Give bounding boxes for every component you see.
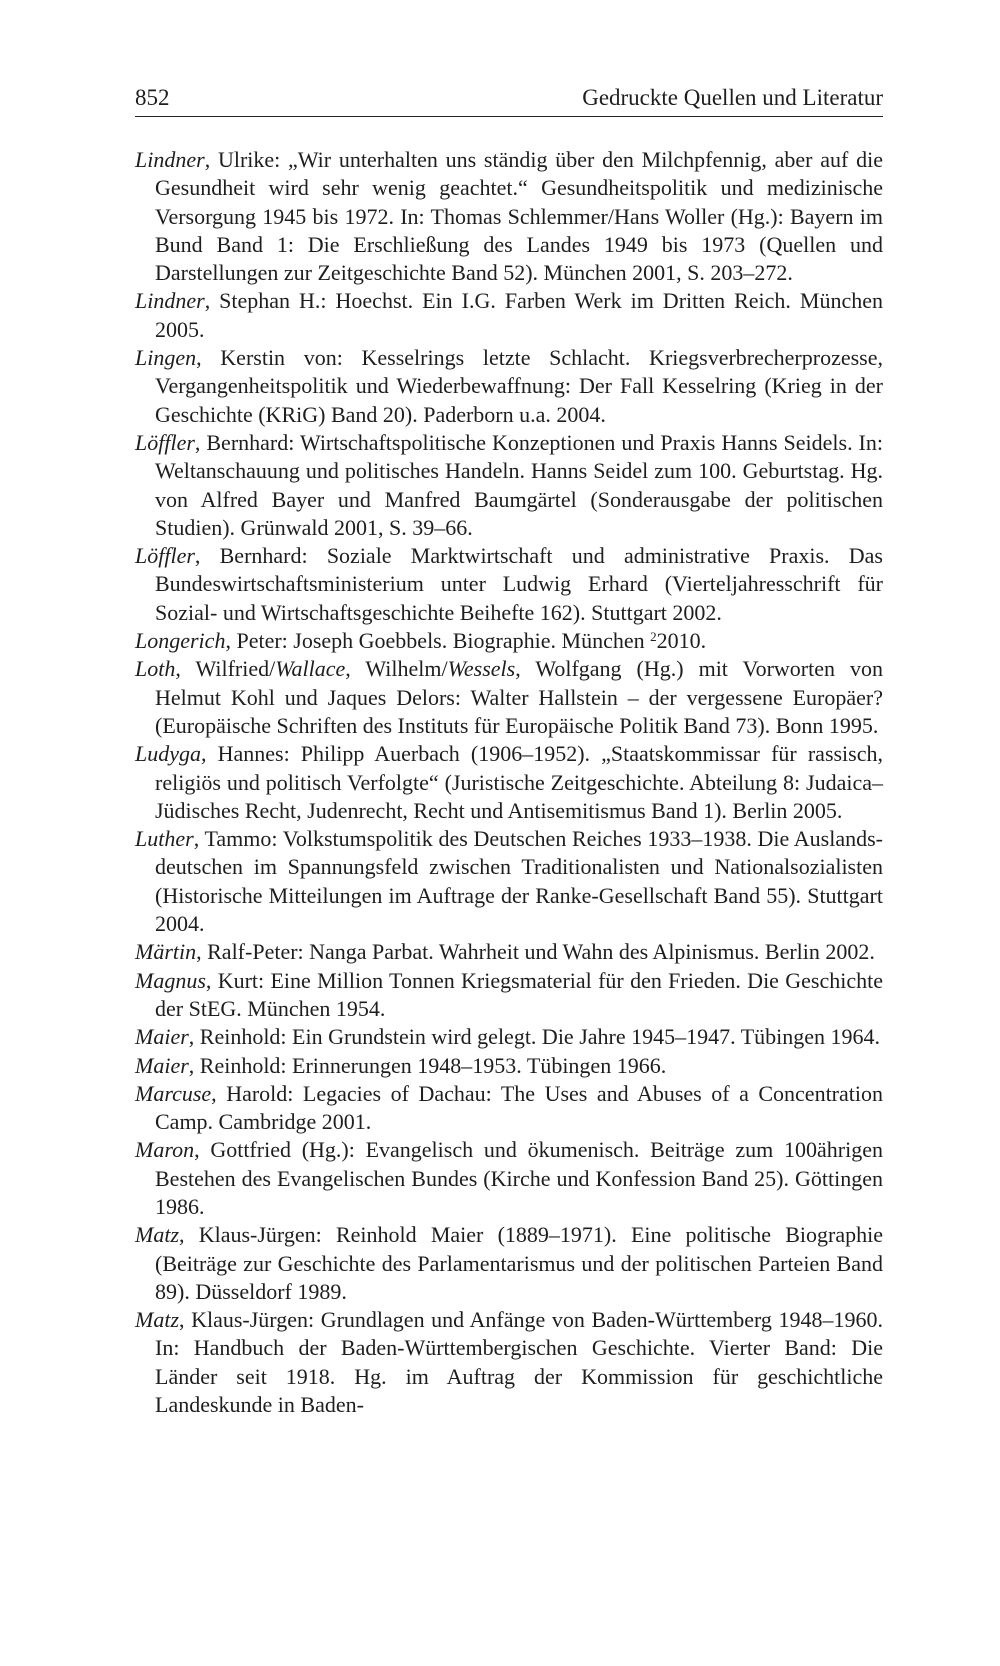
bibliography-entry — [135, 344, 883, 429]
bibliography-entry — [135, 1136, 883, 1221]
entry-author: Lingen — [135, 345, 197, 371]
bibliography-entry — [135, 938, 883, 966]
entry-author: Lindner — [135, 147, 205, 172]
entry-author: Marcuse — [135, 1080, 212, 1106]
entry-text: , Ralf-Peter: Nanga Parbat. Wahrheit und Wahn des Alpinismus. Berlin 2002. — [196, 939, 875, 965]
header-rule — [135, 116, 883, 117]
bibliography-entry — [135, 1052, 883, 1080]
entry-text: , Wilfried/ — [175, 656, 276, 682]
entry-text-2: , Wilhelm/ — [345, 656, 448, 682]
bibliography-entry — [135, 429, 883, 542]
entry-text: , Ulrike: „Wir unterhalten uns ständig über den Milchpfennig, aber auf die Gesundheit wird sehr wenig geachtet.“ Gesundheitspolitik und medizinische Versorgung 1945 bis 1972. In: Thomas Schlemmer/Hans Woller (Hg.): Bayern im Bund Band 1: Die Erschließung des Landes 1949 bis 1973 (Quellen und Darstellungen zur Zeitgeschichte Band 52). München 2001, S. 203–272. — [155, 147, 883, 286]
bibliography-entry — [135, 1221, 883, 1306]
edition-superscript: 2 — [650, 629, 657, 645]
entry-text: , Kurt: Eine Million Tonnen Kriegsmaterial für den Frieden. Die Geschichte der StEG. München 1954. — [155, 967, 883, 1021]
bibliography-entry — [135, 1080, 883, 1137]
entry-text: , Bernhard: Wirtschaftspolitische Konzeptionen und Praxis Hanns Seidels. In: Weltanschauung und politisches Handeln. Hanns Seidel zum 100. Geburtstag. Hg. von Alfred Bayer und Manfred Baumgärtel (Sonderausgabe der politischen Studien). Grünwald 2001, S. 39–66. — [155, 429, 883, 540]
entry-author: Lindner — [135, 288, 205, 314]
page-number: 852 — [135, 85, 170, 110]
bibliography-entry — [135, 542, 883, 627]
entry-author: Matz — [135, 1307, 179, 1333]
page-header — [135, 82, 883, 114]
entry-text: , Reinhold: Erinnerungen 1948–1953. Tübingen 1966. — [188, 1052, 667, 1078]
entry-author: Loth — [135, 656, 176, 682]
entry-text: , Harold: Legacies of Dachau: The Uses and Abuses of a Concentration Camp. Cambridge 2001. — [155, 1080, 883, 1135]
entry-author: Maier — [135, 1052, 189, 1078]
bibliography-entry — [135, 146, 883, 287]
entry-author: Magnus — [135, 967, 206, 993]
entry-author: Matz — [135, 1222, 179, 1248]
entry-text-3: , Wolfgang (Hg.) mit Vorworten von Helmut Kohl und Jaques Delors: Walter Hallstein – der vergessene Europäer? (Europäische Schriften des Instituts für Europäische Politik Band 73). Bonn 1995. — [155, 656, 883, 738]
entry-text: , Bernhard: Soziale Marktwirtschaft und administrative Praxis. Das Bundeswirtschaftsministerium unter Ludwig Erhard (Vierteljahresschrift für Sozial- und Wirtschaftsgeschichte Beihefte 162). Stuttgart 2002. — [155, 543, 883, 625]
entry-author: Ludyga — [135, 741, 201, 767]
entry-text: , Kerstin von: Kesselrings letzte Schlacht. Kriegsverbrecherprozesse, Vergangenheitspolitik und Wiederbewaffnung: Der Fall Kesselring (Krieg in der Geschichte (KRiG) Band 20). Paderborn u.a. 2004. — [155, 345, 883, 427]
entry-author: Maron — [135, 1137, 195, 1163]
bibliography-entry — [135, 967, 883, 1024]
entry-text: , Tammo: Volkstumspolitik des Deutschen Reiches 1933–1938. Die Auslandsdeutschen im Spannungsfeld zwischen Traditionalisten und Nationalsozialisten (Historische Mitteilungen im Auftrage der Ranke-Gesellschaft Band 55). Stuttgart 2004. — [155, 826, 883, 937]
entry-author-2: Wallace — [275, 656, 346, 682]
entry-author: Löffler — [135, 429, 195, 455]
bibliography-entry — [135, 627, 883, 655]
entry-author: Longerich — [135, 628, 226, 654]
entry-text: , Stephan H.: Hoechst. Ein I.G. Farben Werk im Dritten Reich. München 2005. — [155, 288, 883, 342]
entry-author: Luther — [135, 826, 194, 852]
entry-text: , Reinhold: Ein Grundstein wird gelegt. Die Jahre 1945–1947. Tübingen 1964. — [188, 1024, 881, 1050]
running-head: Gedruckte Quellen und Literatur — [582, 85, 883, 110]
bibliography-entry — [135, 740, 883, 825]
bibliography-entry — [135, 1023, 883, 1051]
entry-text: , Klaus-Jürgen: Grundlagen und Anfänge von Baden-Württemberg 1948–1960. In: Handbuch der Baden-Württembergischen Geschichte. Vierter Band: Die Länder seit 1918. Hg. im Auftrag der Kommission für geschichtliche Landeskunde in Baden- — [155, 1307, 883, 1418]
entry-text: , Hannes: Philipp Auerbach (1906–1952). „Staatskommissar für rassisch, religiös und politisch Verfolgte“ (Juristische Zeitgeschichte. Abteilung 8: Judaica–Jüdisches Recht, Judenrecht, Recht und Antisemitismus Band 1). Berlin 2005. — [155, 741, 883, 823]
entry-text: , Klaus-Jürgen: Reinhold Maier (1889–1971). Eine politische Biographie (Beiträge zur Geschichte des Parlamentarismus und der politischen Parteien Band 89). Düsseldorf 1989. — [155, 1222, 883, 1304]
entry-author: Maier — [135, 1024, 189, 1050]
bibliography-entry — [135, 1306, 883, 1419]
entry-text: , Peter: Joseph Goebbels. Biographie. München — [225, 628, 651, 654]
bibliography-entry — [135, 655, 883, 740]
entry-text-after: 2010. — [656, 628, 707, 654]
bibliography-list — [135, 146, 883, 1419]
entry-author-3: Wessels — [447, 656, 516, 682]
entry-text: , Gottfried (Hg.): Evangelisch und ökumenisch. Beiträge zum 100ährigen Bestehen des Evangelischen Bundes (Kirche und Konfession Band 25). Göttingen 1986. — [155, 1137, 883, 1219]
bibliography-entry — [135, 287, 883, 344]
entry-author: Märtin — [135, 939, 197, 965]
bibliography-entry — [135, 825, 883, 938]
entry-author: Löffler — [135, 543, 195, 569]
